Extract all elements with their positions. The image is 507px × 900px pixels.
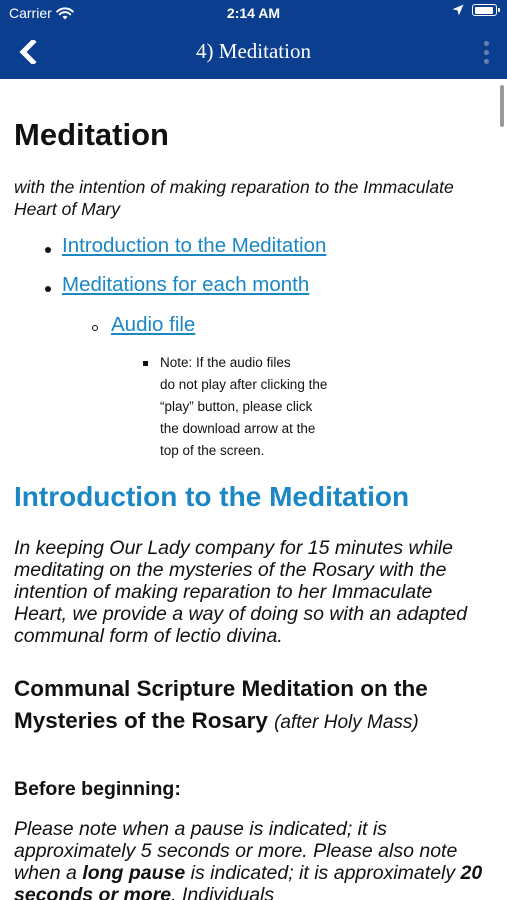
paragraph-text: . Individuals (171, 884, 275, 900)
before-beginning-heading: Before beginning: (14, 778, 181, 800)
list-bullet-square (143, 361, 148, 366)
status-time: 2:14 AM (226, 5, 281, 21)
more-dot-icon (484, 50, 489, 55)
more-dot-icon (484, 59, 489, 64)
page-title: Meditation (14, 117, 169, 152)
paragraph-text: is indicated; it is approximately (185, 862, 461, 884)
note-line: “play” button, please click (160, 399, 313, 414)
status-bar (0, 0, 507, 26)
nav-title: 4) Meditation (196, 39, 311, 63)
note-line: top of the screen. (160, 443, 265, 458)
audio-note (160, 352, 327, 462)
toc-link-audio-file[interactable]: Audio file (111, 313, 196, 336)
communal-heading-note: (after Holy Mass) (274, 712, 419, 733)
paragraph-bold: 20 seconds or more (14, 862, 483, 900)
note-line: do not play after clicking the (160, 377, 328, 392)
content-scroll-area[interactable] (0, 79, 507, 900)
status-right (452, 4, 497, 16)
list-bullet (45, 286, 51, 292)
note-line: the download arrow at the (160, 421, 316, 436)
toc-link-introduction[interactable]: Introduction to the Meditation (62, 234, 327, 257)
intention-subtitle: with the intention of making reparation to the Immaculate Heart of Mary (14, 177, 454, 219)
paragraph-text: Please note when a pause is indicated; it is approximately 5 seconds or more. Please also note when a (14, 818, 458, 884)
battery-icon (472, 4, 497, 16)
communal-heading-text: Communal Scripture Meditation on the Mysteries of the Rosary (14, 676, 428, 733)
navigation-bar (0, 26, 507, 79)
list-bullet (45, 247, 51, 253)
scrollbar-thumb[interactable] (500, 85, 504, 127)
before-beginning-paragraph (14, 818, 487, 900)
communal-meditation-heading (14, 673, 483, 739)
carrier-label: Carrier (9, 5, 52, 21)
more-options-button[interactable] (479, 38, 493, 66)
note-line: Note: If the audio files (160, 355, 291, 370)
introduction-paragraph: In keeping Our Lady company for 15 minutes while meditating on the mysteries of the Rosary with the intention of making reparation to her Immaculate Heart, we provide a way of doing so with an adapted communal form of lectio divina. (14, 537, 468, 647)
toc-link-monthly-meditations[interactable]: Meditations for each month (62, 273, 310, 296)
paragraph-bold: long pause (82, 862, 186, 884)
location-arrow-icon (452, 4, 464, 16)
section-heading-introduction: Introduction to the Meditation (14, 481, 410, 512)
list-bullet-circle (92, 325, 98, 331)
more-dot-icon (484, 41, 489, 46)
